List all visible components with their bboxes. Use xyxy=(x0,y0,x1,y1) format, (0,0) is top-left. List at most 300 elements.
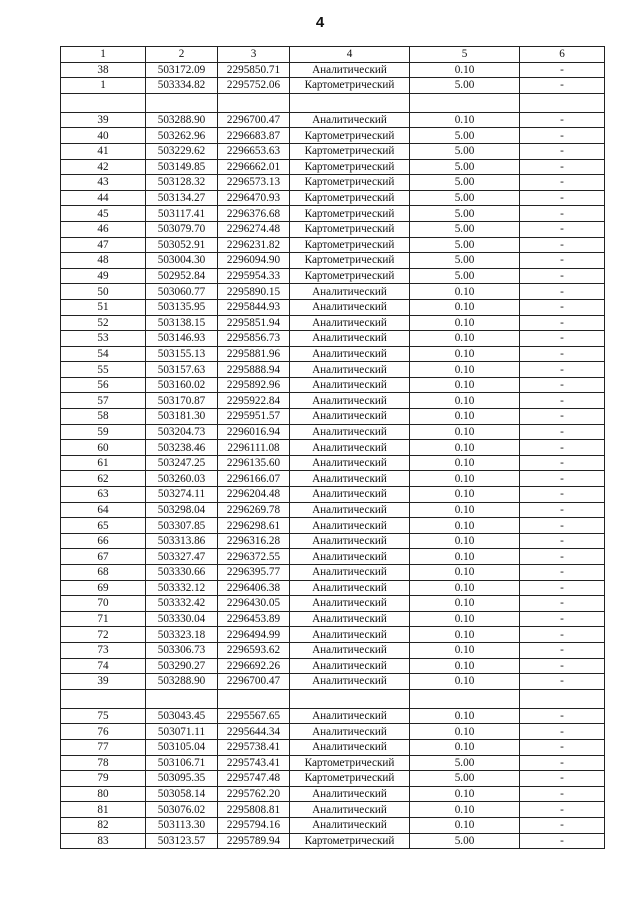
x-coordinate-cell: 503076.02 xyxy=(146,802,218,818)
accuracy-cell: 5.00 xyxy=(410,143,520,159)
table-row xyxy=(61,708,605,724)
y-coordinate-cell: 2295851.94 xyxy=(218,315,290,331)
accuracy-cell: 0.10 xyxy=(410,346,520,362)
x-coordinate-cell: 503313.86 xyxy=(146,533,218,549)
x-coordinate-cell: 503306.73 xyxy=(146,642,218,658)
header-cell-3: 3 xyxy=(218,47,290,63)
table-row xyxy=(61,724,605,740)
table-row xyxy=(61,440,605,456)
x-coordinate-cell: 503290.27 xyxy=(146,658,218,674)
y-coordinate-cell: 2296593.62 xyxy=(218,642,290,658)
x-coordinate-cell: 503288.90 xyxy=(146,112,218,128)
method-cell: Аналитический xyxy=(290,596,410,612)
method-cell: Аналитический xyxy=(290,62,410,78)
note-cell: - xyxy=(520,315,605,331)
x-coordinate-cell: 503298.04 xyxy=(146,502,218,518)
table-row xyxy=(61,549,605,565)
y-coordinate-cell: 2295567.65 xyxy=(218,708,290,724)
y-coordinate-cell: 2296430.05 xyxy=(218,596,290,612)
note-cell: - xyxy=(520,393,605,409)
point-number-cell: 62 xyxy=(61,471,146,487)
table-row xyxy=(61,190,605,206)
table-row xyxy=(61,627,605,643)
x-coordinate-cell: 503155.13 xyxy=(146,346,218,362)
y-coordinate-cell: 2296274.48 xyxy=(218,221,290,237)
table-row xyxy=(61,580,605,596)
accuracy-cell: 0.10 xyxy=(410,409,520,425)
x-coordinate-cell: 503138.15 xyxy=(146,315,218,331)
method-cell: Аналитический xyxy=(290,362,410,378)
method-cell: Аналитический xyxy=(290,580,410,596)
y-coordinate-cell: 2295789.94 xyxy=(218,833,290,849)
accuracy-cell: 0.10 xyxy=(410,627,520,643)
table-row xyxy=(61,93,605,112)
note-cell: - xyxy=(520,708,605,724)
y-coordinate-cell: 2295644.34 xyxy=(218,724,290,740)
x-coordinate-cell: 503262.96 xyxy=(146,128,218,144)
x-coordinate-cell: 503160.02 xyxy=(146,377,218,393)
point-number-cell: 65 xyxy=(61,518,146,534)
y-coordinate-cell: 2296111.08 xyxy=(218,440,290,456)
method-cell: Аналитический xyxy=(290,409,410,425)
x-coordinate-cell: 503128.32 xyxy=(146,175,218,191)
point-number-cell: 76 xyxy=(61,724,146,740)
table-row xyxy=(61,62,605,78)
accuracy-cell: 0.10 xyxy=(410,377,520,393)
point-number-cell: 74 xyxy=(61,658,146,674)
method-cell: Аналитический xyxy=(290,708,410,724)
point-number-cell: 45 xyxy=(61,206,146,222)
point-number-cell: 60 xyxy=(61,440,146,456)
table-body xyxy=(61,62,605,849)
accuracy-cell: 0.10 xyxy=(410,284,520,300)
point-number-cell: 55 xyxy=(61,362,146,378)
y-coordinate-cell: 2295738.41 xyxy=(218,739,290,755)
x-coordinate-cell: 503327.47 xyxy=(146,549,218,565)
table-row xyxy=(61,159,605,175)
accuracy-cell: 5.00 xyxy=(410,755,520,771)
table-row xyxy=(61,658,605,674)
accuracy-cell: 0.10 xyxy=(410,724,520,740)
note-cell: - xyxy=(520,817,605,833)
note-cell: - xyxy=(520,440,605,456)
y-coordinate-cell: 2296662.01 xyxy=(218,159,290,175)
header-cell-1: 1 xyxy=(61,47,146,63)
x-coordinate-cell: 503105.04 xyxy=(146,739,218,755)
x-coordinate-cell: 503134.27 xyxy=(146,190,218,206)
point-number-cell: 72 xyxy=(61,627,146,643)
x-coordinate-cell: 503043.45 xyxy=(146,708,218,724)
y-coordinate-cell: 2296231.82 xyxy=(218,237,290,253)
accuracy-cell xyxy=(410,689,520,708)
x-coordinate-cell: 503060.77 xyxy=(146,284,218,300)
point-number-cell: 70 xyxy=(61,596,146,612)
method-cell: Аналитический xyxy=(290,471,410,487)
table-row xyxy=(61,377,605,393)
accuracy-cell: 0.10 xyxy=(410,112,520,128)
point-number-cell: 78 xyxy=(61,755,146,771)
point-number-cell: 80 xyxy=(61,786,146,802)
x-coordinate-cell: 503332.12 xyxy=(146,580,218,596)
y-coordinate-cell: 2295954.33 xyxy=(218,268,290,284)
point-number-cell: 63 xyxy=(61,487,146,503)
method-cell: Картометрический xyxy=(290,78,410,94)
note-cell: - xyxy=(520,471,605,487)
x-coordinate-cell: 502952.84 xyxy=(146,268,218,284)
x-coordinate-cell: 503149.85 xyxy=(146,159,218,175)
point-number-cell: 59 xyxy=(61,424,146,440)
point-number-cell: 82 xyxy=(61,817,146,833)
method-cell: Аналитический xyxy=(290,817,410,833)
x-coordinate-cell: 503135.95 xyxy=(146,299,218,315)
accuracy-cell: 5.00 xyxy=(410,175,520,191)
x-coordinate-cell: 503288.90 xyxy=(146,674,218,690)
point-number-cell: 71 xyxy=(61,611,146,627)
accuracy-cell: 0.10 xyxy=(410,440,520,456)
x-coordinate-cell: 503330.66 xyxy=(146,565,218,581)
accuracy-cell: 0.10 xyxy=(410,331,520,347)
method-cell: Картометрический xyxy=(290,159,410,175)
method-cell: Картометрический xyxy=(290,206,410,222)
method-cell: Аналитический xyxy=(290,518,410,534)
point-number-cell: 39 xyxy=(61,112,146,128)
table-row xyxy=(61,487,605,503)
point-number-cell: 40 xyxy=(61,128,146,144)
method-cell: Аналитический xyxy=(290,611,410,627)
method-cell: Аналитический xyxy=(290,455,410,471)
note-cell: - xyxy=(520,533,605,549)
accuracy-cell: 0.10 xyxy=(410,580,520,596)
accuracy-cell: 0.10 xyxy=(410,518,520,534)
accuracy-cell: 5.00 xyxy=(410,833,520,849)
point-number-cell: 68 xyxy=(61,565,146,581)
x-coordinate-cell: 503323.18 xyxy=(146,627,218,643)
coordinates-table xyxy=(60,46,605,849)
method-cell: Картометрический xyxy=(290,143,410,159)
note-cell xyxy=(520,689,605,708)
table-row xyxy=(61,237,605,253)
note-cell: - xyxy=(520,424,605,440)
x-coordinate-cell: 503123.57 xyxy=(146,833,218,849)
point-number-cell: 77 xyxy=(61,739,146,755)
y-coordinate-cell: 2295951.57 xyxy=(218,409,290,425)
point-number-cell: 56 xyxy=(61,377,146,393)
note-cell: - xyxy=(520,596,605,612)
x-coordinate-cell: 503334.82 xyxy=(146,78,218,94)
note-cell: - xyxy=(520,755,605,771)
point-number-cell: 48 xyxy=(61,253,146,269)
accuracy-cell: 0.10 xyxy=(410,674,520,690)
accuracy-cell: 0.10 xyxy=(410,708,520,724)
table-row xyxy=(61,674,605,690)
method-cell: Аналитический xyxy=(290,315,410,331)
point-number-cell: 61 xyxy=(61,455,146,471)
header-cell-4: 4 xyxy=(290,47,410,63)
method-cell: Аналитический xyxy=(290,112,410,128)
accuracy-cell: 0.10 xyxy=(410,642,520,658)
x-coordinate-cell: 503157.63 xyxy=(146,362,218,378)
x-coordinate-cell: 503181.30 xyxy=(146,409,218,425)
note-cell: - xyxy=(520,112,605,128)
accuracy-cell: 5.00 xyxy=(410,159,520,175)
method-cell: Аналитический xyxy=(290,502,410,518)
note-cell: - xyxy=(520,190,605,206)
table-row xyxy=(61,817,605,833)
y-coordinate-cell: 2296700.47 xyxy=(218,112,290,128)
note-cell: - xyxy=(520,237,605,253)
table-row xyxy=(61,786,605,802)
table-row xyxy=(61,143,605,159)
accuracy-cell: 0.10 xyxy=(410,596,520,612)
note-cell: - xyxy=(520,674,605,690)
x-coordinate-cell: 503229.62 xyxy=(146,143,218,159)
method-cell: Аналитический xyxy=(290,533,410,549)
x-coordinate-cell xyxy=(146,93,218,112)
note-cell: - xyxy=(520,771,605,787)
accuracy-cell: 0.10 xyxy=(410,424,520,440)
method-cell: Аналитический xyxy=(290,393,410,409)
y-coordinate-cell: 2296683.87 xyxy=(218,128,290,144)
method-cell: Картометрический xyxy=(290,237,410,253)
page-number: 4 xyxy=(315,14,325,31)
y-coordinate-cell: 2296700.47 xyxy=(218,674,290,690)
y-coordinate-cell: 2295747.48 xyxy=(218,771,290,787)
accuracy-cell: 0.10 xyxy=(410,471,520,487)
point-number-cell: 41 xyxy=(61,143,146,159)
method-cell: Аналитический xyxy=(290,642,410,658)
table-row xyxy=(61,175,605,191)
note-cell: - xyxy=(520,221,605,237)
y-coordinate-cell: 2296453.89 xyxy=(218,611,290,627)
y-coordinate-cell: 2296395.77 xyxy=(218,565,290,581)
method-cell: Картометрический xyxy=(290,771,410,787)
x-coordinate-cell: 503079.70 xyxy=(146,221,218,237)
method-cell: Аналитический xyxy=(290,346,410,362)
note-cell: - xyxy=(520,143,605,159)
point-number-cell: 58 xyxy=(61,409,146,425)
note-cell: - xyxy=(520,833,605,849)
point-number-cell: 69 xyxy=(61,580,146,596)
note-cell: - xyxy=(520,642,605,658)
x-coordinate-cell: 503095.35 xyxy=(146,771,218,787)
note-cell: - xyxy=(520,253,605,269)
point-number-cell: 38 xyxy=(61,62,146,78)
note-cell: - xyxy=(520,346,605,362)
method-cell: Аналитический xyxy=(290,549,410,565)
y-coordinate-cell: 2295881.96 xyxy=(218,346,290,362)
accuracy-cell: 0.10 xyxy=(410,315,520,331)
x-coordinate-cell: 503260.03 xyxy=(146,471,218,487)
y-coordinate-cell: 2296204.48 xyxy=(218,487,290,503)
y-coordinate-cell: 2296094.90 xyxy=(218,253,290,269)
x-coordinate-cell: 503113.30 xyxy=(146,817,218,833)
accuracy-cell: 0.10 xyxy=(410,62,520,78)
table-row xyxy=(61,565,605,581)
accuracy-cell: 0.10 xyxy=(410,393,520,409)
note-cell: - xyxy=(520,331,605,347)
accuracy-cell: 5.00 xyxy=(410,268,520,284)
y-coordinate-cell: 2295888.94 xyxy=(218,362,290,378)
accuracy-cell: 5.00 xyxy=(410,128,520,144)
method-cell: Аналитический xyxy=(290,487,410,503)
note-cell: - xyxy=(520,724,605,740)
x-coordinate-cell: 503058.14 xyxy=(146,786,218,802)
accuracy-cell: 0.10 xyxy=(410,658,520,674)
accuracy-cell: 0.10 xyxy=(410,502,520,518)
point-number-cell: 73 xyxy=(61,642,146,658)
y-coordinate-cell xyxy=(218,689,290,708)
y-coordinate-cell: 2295850.71 xyxy=(218,62,290,78)
accuracy-cell: 0.10 xyxy=(410,565,520,581)
note-cell xyxy=(520,93,605,112)
table-row xyxy=(61,362,605,378)
header-cell-5: 5 xyxy=(410,47,520,63)
note-cell: - xyxy=(520,658,605,674)
note-cell: - xyxy=(520,502,605,518)
x-coordinate-cell: 503071.11 xyxy=(146,724,218,740)
table-row xyxy=(61,424,605,440)
point-number-cell xyxy=(61,689,146,708)
method-cell: Картометрический xyxy=(290,253,410,269)
x-coordinate-cell: 503238.46 xyxy=(146,440,218,456)
accuracy-cell: 5.00 xyxy=(410,237,520,253)
method-cell: Аналитический xyxy=(290,658,410,674)
note-cell: - xyxy=(520,377,605,393)
method-cell: Аналитический xyxy=(290,739,410,755)
point-number-cell: 64 xyxy=(61,502,146,518)
method-cell: Аналитический xyxy=(290,299,410,315)
y-coordinate-cell: 2295892.96 xyxy=(218,377,290,393)
x-coordinate-cell: 503172.09 xyxy=(146,62,218,78)
point-number-cell: 79 xyxy=(61,771,146,787)
y-coordinate-cell: 2296692.26 xyxy=(218,658,290,674)
table-row xyxy=(61,284,605,300)
table-row xyxy=(61,596,605,612)
table-row xyxy=(61,128,605,144)
method-cell: Аналитический xyxy=(290,424,410,440)
accuracy-cell: 0.10 xyxy=(410,487,520,503)
table-header-row xyxy=(61,47,605,63)
note-cell: - xyxy=(520,565,605,581)
accuracy-cell: 0.10 xyxy=(410,611,520,627)
x-coordinate-cell: 503330.04 xyxy=(146,611,218,627)
note-cell: - xyxy=(520,206,605,222)
y-coordinate-cell: 2295743.41 xyxy=(218,755,290,771)
table-row xyxy=(61,518,605,534)
y-coordinate-cell: 2296470.93 xyxy=(218,190,290,206)
point-number-cell: 57 xyxy=(61,393,146,409)
accuracy-cell: 0.10 xyxy=(410,817,520,833)
point-number-cell: 39 xyxy=(61,674,146,690)
method-cell: Аналитический xyxy=(290,627,410,643)
note-cell: - xyxy=(520,580,605,596)
method-cell: Аналитический xyxy=(290,284,410,300)
point-number-cell xyxy=(61,93,146,112)
accuracy-cell: 5.00 xyxy=(410,190,520,206)
table-row xyxy=(61,502,605,518)
method-cell: Аналитический xyxy=(290,440,410,456)
table-row xyxy=(61,206,605,222)
method-cell: Картометрический xyxy=(290,221,410,237)
header-cell-2: 2 xyxy=(146,47,218,63)
y-coordinate-cell: 2296269.78 xyxy=(218,502,290,518)
table-row xyxy=(61,739,605,755)
table-row xyxy=(61,689,605,708)
method-cell: Картометрический xyxy=(290,755,410,771)
y-coordinate-cell: 2296298.61 xyxy=(218,518,290,534)
y-coordinate-cell: 2296406.38 xyxy=(218,580,290,596)
method-cell: Аналитический xyxy=(290,802,410,818)
table-row xyxy=(61,533,605,549)
y-coordinate-cell: 2296494.99 xyxy=(218,627,290,643)
note-cell: - xyxy=(520,62,605,78)
point-number-cell: 49 xyxy=(61,268,146,284)
x-coordinate-cell: 503004.30 xyxy=(146,253,218,269)
y-coordinate-cell: 2295844.93 xyxy=(218,299,290,315)
accuracy-cell: 5.00 xyxy=(410,253,520,269)
point-number-cell: 47 xyxy=(61,237,146,253)
method-cell xyxy=(290,93,410,112)
point-number-cell: 42 xyxy=(61,159,146,175)
note-cell: - xyxy=(520,175,605,191)
point-number-cell: 46 xyxy=(61,221,146,237)
x-coordinate-cell: 503106.71 xyxy=(146,755,218,771)
note-cell: - xyxy=(520,549,605,565)
method-cell xyxy=(290,689,410,708)
y-coordinate-cell: 2295762.20 xyxy=(218,786,290,802)
accuracy-cell: 0.10 xyxy=(410,739,520,755)
note-cell: - xyxy=(520,268,605,284)
point-number-cell: 1 xyxy=(61,78,146,94)
y-coordinate-cell: 2296316.28 xyxy=(218,533,290,549)
note-cell: - xyxy=(520,518,605,534)
accuracy-cell: 0.10 xyxy=(410,362,520,378)
note-cell: - xyxy=(520,362,605,378)
accuracy-cell: 0.10 xyxy=(410,786,520,802)
table-row xyxy=(61,331,605,347)
point-number-cell: 43 xyxy=(61,175,146,191)
table-row xyxy=(61,112,605,128)
note-cell: - xyxy=(520,487,605,503)
table-row xyxy=(61,315,605,331)
x-coordinate-cell: 503274.11 xyxy=(146,487,218,503)
accuracy-cell: 0.10 xyxy=(410,299,520,315)
method-cell: Картометрический xyxy=(290,833,410,849)
x-coordinate-cell: 503117.41 xyxy=(146,206,218,222)
y-coordinate-cell: 2295856.73 xyxy=(218,331,290,347)
method-cell: Аналитический xyxy=(290,331,410,347)
note-cell: - xyxy=(520,786,605,802)
x-coordinate-cell: 503307.85 xyxy=(146,518,218,534)
y-coordinate-cell: 2295922.84 xyxy=(218,393,290,409)
point-number-cell: 51 xyxy=(61,299,146,315)
accuracy-cell: 0.10 xyxy=(410,549,520,565)
method-cell: Аналитический xyxy=(290,786,410,802)
accuracy-cell: 5.00 xyxy=(410,78,520,94)
y-coordinate-cell: 2296016.94 xyxy=(218,424,290,440)
point-number-cell: 52 xyxy=(61,315,146,331)
point-number-cell: 50 xyxy=(61,284,146,300)
point-number-cell: 54 xyxy=(61,346,146,362)
x-coordinate-cell: 503052.91 xyxy=(146,237,218,253)
point-number-cell: 53 xyxy=(61,331,146,347)
y-coordinate-cell: 2295890.15 xyxy=(218,284,290,300)
y-coordinate-cell: 2296135.60 xyxy=(218,455,290,471)
note-cell: - xyxy=(520,455,605,471)
x-coordinate-cell: 503170.87 xyxy=(146,393,218,409)
accuracy-cell: 0.10 xyxy=(410,533,520,549)
y-coordinate-cell: 2296166.07 xyxy=(218,471,290,487)
